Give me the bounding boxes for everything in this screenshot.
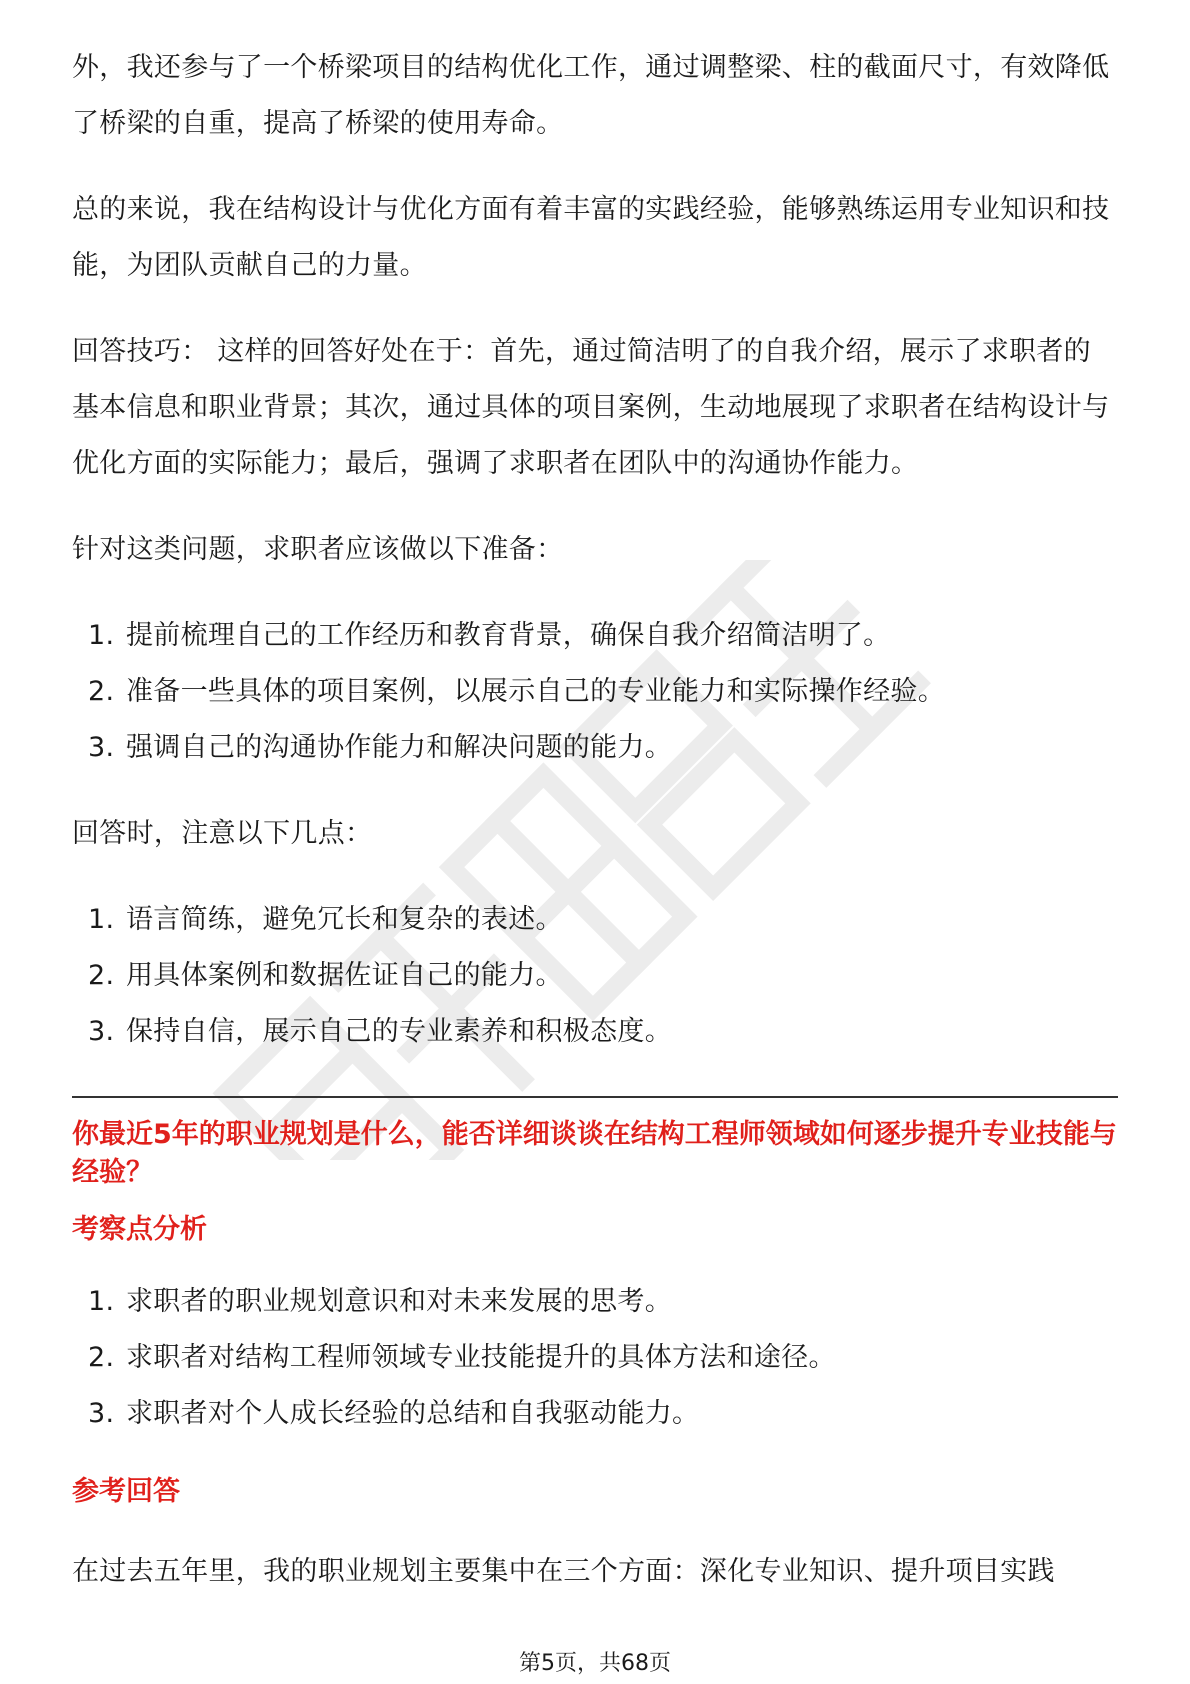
list-item: 3. 求职者对个人成长经验的总结和自我驱动能力。	[88, 1398, 700, 1429]
list-item: 1. 语言简练，避免冗长和复杂的表述。	[88, 904, 563, 935]
analysis-title: 考察点分析	[72, 1214, 207, 1245]
paragraph-summary: 总的来说，我在结构设计与优化方面有着丰富的实践经验，能够熟练运用专业知识和技能，为团队贡献自己的力量。	[72, 194, 1110, 281]
paragraph-reference-answer: 在过去五年里，我的职业规划主要集中在三个方面：深化专业知识、提升项目实践	[72, 1556, 1055, 1587]
question-heading: 你最近5年的职业规划是什么，能否详细谈谈在结构工程师领域如何逐步提升专业技能与经验？	[72, 1119, 1117, 1188]
preparation-list	[72, 608, 1118, 776]
document-page	[72, 40, 1118, 1600]
paragraph-tips-intro: 回答时，注意以下几点：	[72, 818, 373, 849]
analysis-list	[72, 1274, 1118, 1442]
paragraph-bridge-project: 外，我还参与了一个桥梁项目的结构优化工作，通过调整梁、柱的截面尺寸，有效降低了桥梁的自重，提高了桥梁的使用寿命。	[72, 52, 1110, 139]
page-number: 第5页，共68页	[519, 1651, 671, 1676]
list-item: 1. 求职者的职业规划意识和对未来发展的思考。	[88, 1286, 672, 1317]
list-item: 2. 用具体案例和数据佐证自己的能力。	[88, 960, 563, 991]
list-item: 2. 求职者对结构工程师领域专业技能提升的具体方法和途径。	[88, 1342, 836, 1373]
tips-list	[72, 892, 1118, 1060]
list-item: 3. 强调自己的沟通协作能力和解决问题的能力。	[88, 732, 672, 763]
list-item: 3. 保持自信，展示自己的专业素养和积极态度。	[88, 1016, 672, 1047]
reference-answer-title: 参考回答	[72, 1476, 180, 1507]
list-item: 2. 准备一些具体的项目案例，以展示自己的专业能力和实际操作经验。	[88, 676, 945, 707]
list-item: 1. 提前梳理自己的工作经历和教育背景，确保自我介绍简洁明了。	[88, 620, 891, 651]
paragraph-answer-tips: 回答技巧： 这样的回答好处在于：首先，通过简洁明了的自我介绍，展示了求职者的基本信息和职业背景；其次，通过具体的项目案例，生动地展现了求职者在结构设计与优化方面的实际能力；最后，强调了求职者在团队中的沟通协作能力。	[72, 336, 1110, 479]
paragraph-preparation-intro: 针对这类问题，求职者应该做以下准备：	[72, 534, 564, 565]
